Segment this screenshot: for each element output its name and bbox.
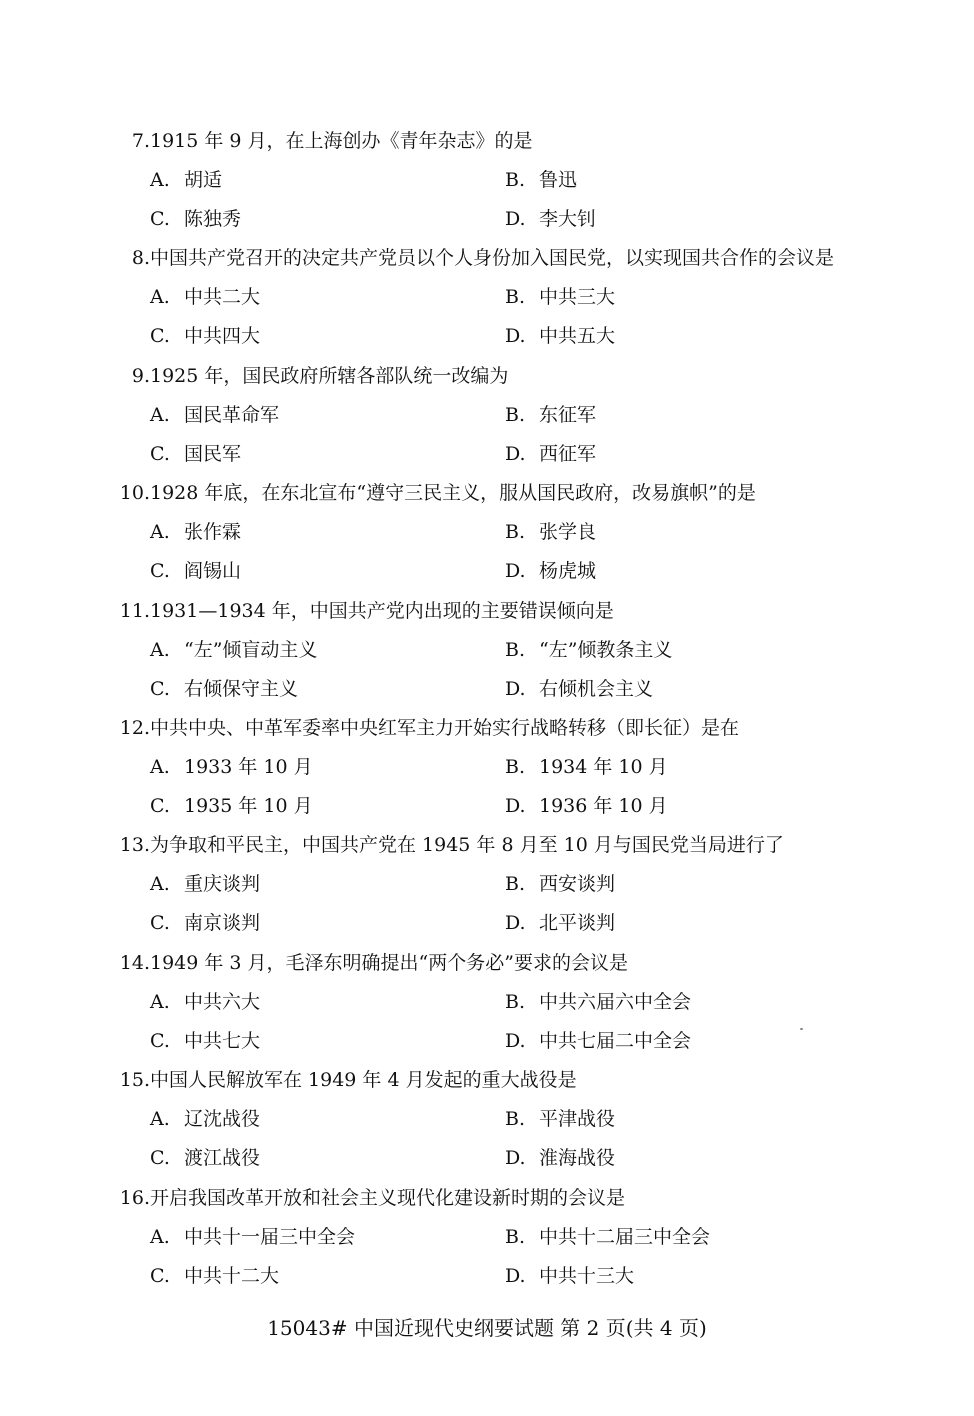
option-text: 右倾机会主义 [539,677,654,700]
option-d [505,1022,691,1061]
question-number: 8. [131,247,150,270]
option-text: 中共七届二中全会 [539,1029,692,1052]
option-d [505,435,596,474]
question-number: 12. [119,716,150,739]
question-13 [0,826,974,943]
option-d [505,1257,634,1296]
option-c [150,200,241,239]
option-text: 渡江战役 [184,1147,261,1170]
question-15 [0,1061,974,1178]
option-letter: C. [150,1147,170,1170]
option-letter: B. [505,755,526,778]
option-d [505,904,615,943]
question-number: 11. [119,599,150,622]
option-letter: A. [150,1108,170,1131]
question-number: 15. [119,1069,150,1092]
question-stem [0,357,508,396]
question-number: 13. [119,834,150,857]
question-stem [0,592,614,631]
option-letter: D. [505,794,526,817]
option-text: 1934 年 10 月 [539,755,668,778]
option-letter: B. [505,1108,526,1131]
option-text: 鲁迅 [539,169,578,191]
option-letter: A. [150,286,170,309]
question-stem [0,1061,577,1100]
question-9 [0,357,974,474]
scan-speck [800,1028,803,1030]
option-text: 陈独秀 [184,208,242,230]
option-b [505,278,615,317]
option-text: 中共五大 [539,325,616,348]
option-a [150,1218,355,1257]
option-text: 中共十二届三中全会 [539,1225,711,1248]
question-14 [0,944,974,1061]
option-text: 1933 年 10 月 [184,755,313,778]
option-text: “左”倾盲动主义 [184,638,318,661]
page-footer: 15043# 中国近现代史纲要试题 第 2 页(共 4 页) [267,1316,707,1340]
option-letter: B. [505,873,526,896]
option-letter: C. [150,1264,170,1287]
option-text: 胡适 [184,169,223,191]
option-c [150,1022,260,1061]
option-a [150,983,260,1022]
question-stem [0,944,628,983]
option-text: 杨虎城 [539,560,597,583]
option-b [505,396,596,435]
option-letter: A. [150,755,170,778]
question-stem [0,1179,625,1218]
option-text: 中共三大 [539,286,616,309]
question-text: 1949 年 3 月，毛泽东明确提出“两个务必”要求的会议是 [150,951,628,974]
question-number: 9. [131,364,150,387]
question-text: 1928 年底，在东北宣布“遵守三民主义，服从国民政府，改易旗帜”的是 [150,482,756,505]
question-number: 7. [131,130,150,152]
option-c [150,1139,260,1178]
option-c [150,670,298,709]
option-d [505,1139,615,1178]
option-letter: B. [505,169,526,191]
option-text: 中共四大 [184,325,261,348]
option-letter: C. [150,677,170,700]
option-d [505,317,615,356]
option-text: 辽沈战役 [184,1108,261,1131]
question-text: 中国人民解放军在 1949 年 4 月发起的重大战役是 [150,1069,577,1092]
option-c [150,787,313,826]
option-letter: D. [505,1147,526,1170]
option-a [150,748,313,787]
question-stem [0,709,739,748]
option-b [505,1100,615,1139]
option-text: 淮海战役 [539,1147,616,1170]
option-text: 张学良 [539,521,597,544]
option-text: “左”倾教条主义 [539,638,673,661]
option-letter: C. [150,794,170,817]
option-letter: D. [505,208,526,230]
option-text: 国民革命军 [184,403,280,426]
option-a [150,631,317,670]
question-11 [0,592,974,709]
question-stem [0,122,533,161]
option-letter: D. [505,1264,526,1287]
option-letter: D. [505,442,526,465]
question-text: 开启我国改革开放和社会主义现代化建设新时期的会议是 [150,1186,626,1209]
option-text: 南京谈判 [184,912,261,935]
option-letter: C. [150,560,170,583]
option-c [150,904,260,943]
option-letter: A. [150,521,170,544]
option-b [505,983,691,1022]
option-c [150,317,260,356]
option-d [505,670,653,709]
option-letter: A. [150,873,170,896]
option-letter: A. [150,169,170,191]
option-text: 西征军 [539,442,597,465]
option-letter: D. [505,677,526,700]
option-text: 阎锡山 [184,560,242,583]
option-text: 中共七大 [184,1029,261,1052]
option-b [505,865,615,904]
option-text: 重庆谈判 [184,873,261,896]
option-text: 中共十二大 [184,1264,280,1287]
option-text: 1935 年 10 月 [184,794,313,817]
option-a [150,278,260,317]
option-text: 东征军 [539,403,597,426]
option-text: 1936 年 10 月 [539,794,668,817]
option-letter: B. [505,286,526,309]
option-letter: C. [150,208,170,230]
option-c [150,552,241,591]
option-letter: C. [150,912,170,935]
question-stem [0,239,834,278]
question-text: 1931—1934 年，中国共产党内出现的主要错误倾向是 [150,599,614,622]
option-text: 中共十一届三中全会 [184,1225,356,1248]
question-list [0,122,974,1296]
question-stem [0,826,784,865]
option-d [505,200,596,239]
option-c [150,1257,279,1296]
option-letter: C. [150,1029,170,1052]
option-text: 右倾保守主义 [184,677,299,700]
option-text: 张作霖 [184,521,242,544]
option-letter: D. [505,1029,526,1052]
option-text: 中共二大 [184,286,261,309]
option-a [150,396,279,435]
option-letter: C. [150,442,170,465]
option-text: 中共十三大 [539,1264,635,1287]
option-letter: B. [505,990,526,1013]
option-text: 北平谈判 [539,912,616,935]
question-8 [0,239,974,356]
question-stem [0,474,756,513]
question-text: 1925 年，国民政府所辖各部队统一改编为 [150,364,509,387]
question-7 [0,122,974,239]
question-16 [0,1179,974,1296]
option-letter: D. [505,560,526,583]
option-letter: B. [505,521,526,544]
option-d [505,552,596,591]
option-a [150,1100,260,1139]
option-letter: B. [505,638,526,661]
option-b [505,1218,710,1257]
question-text: 1915 年 9 月，在上海创办《青年杂志》的是 [150,130,533,152]
option-letter: D. [505,912,526,935]
option-letter: A. [150,990,170,1013]
option-b [505,631,672,670]
option-b [505,748,668,787]
option-text: 西安谈判 [539,873,616,896]
option-letter: A. [150,403,170,426]
option-letter: B. [505,1225,526,1248]
option-text: 国民军 [184,442,242,465]
option-a [150,161,222,200]
option-letter: D. [505,325,526,348]
option-text: 平津战役 [539,1108,616,1131]
option-letter: A. [150,1225,170,1248]
option-letter: C. [150,325,170,348]
question-text: 中共中央、中革军委率中央红军主力开始实行战略转移（即长征）是在 [150,716,740,739]
option-a [150,865,260,904]
option-a [150,513,241,552]
question-number: 16. [119,1186,150,1209]
question-text: 为争取和平民主，中国共产党在 1945 年 8 月至 10 月与国民党当局进行了 [150,834,784,857]
question-12 [0,709,974,826]
option-letter: B. [505,403,526,426]
option-text: 李大钊 [539,208,597,230]
option-b [505,513,596,552]
option-d [505,787,668,826]
question-text: 中国共产党召开的决定共产党员以个人身份加入国民党，以实现国共合作的会议是 [150,247,835,270]
option-text: 中共六届六中全会 [539,990,692,1013]
question-number: 10. [119,482,150,505]
option-b [505,161,577,200]
option-letter: A. [150,638,170,661]
option-text: 中共六大 [184,990,261,1013]
question-10 [0,474,974,591]
question-number: 14. [119,951,150,974]
option-c [150,435,241,474]
